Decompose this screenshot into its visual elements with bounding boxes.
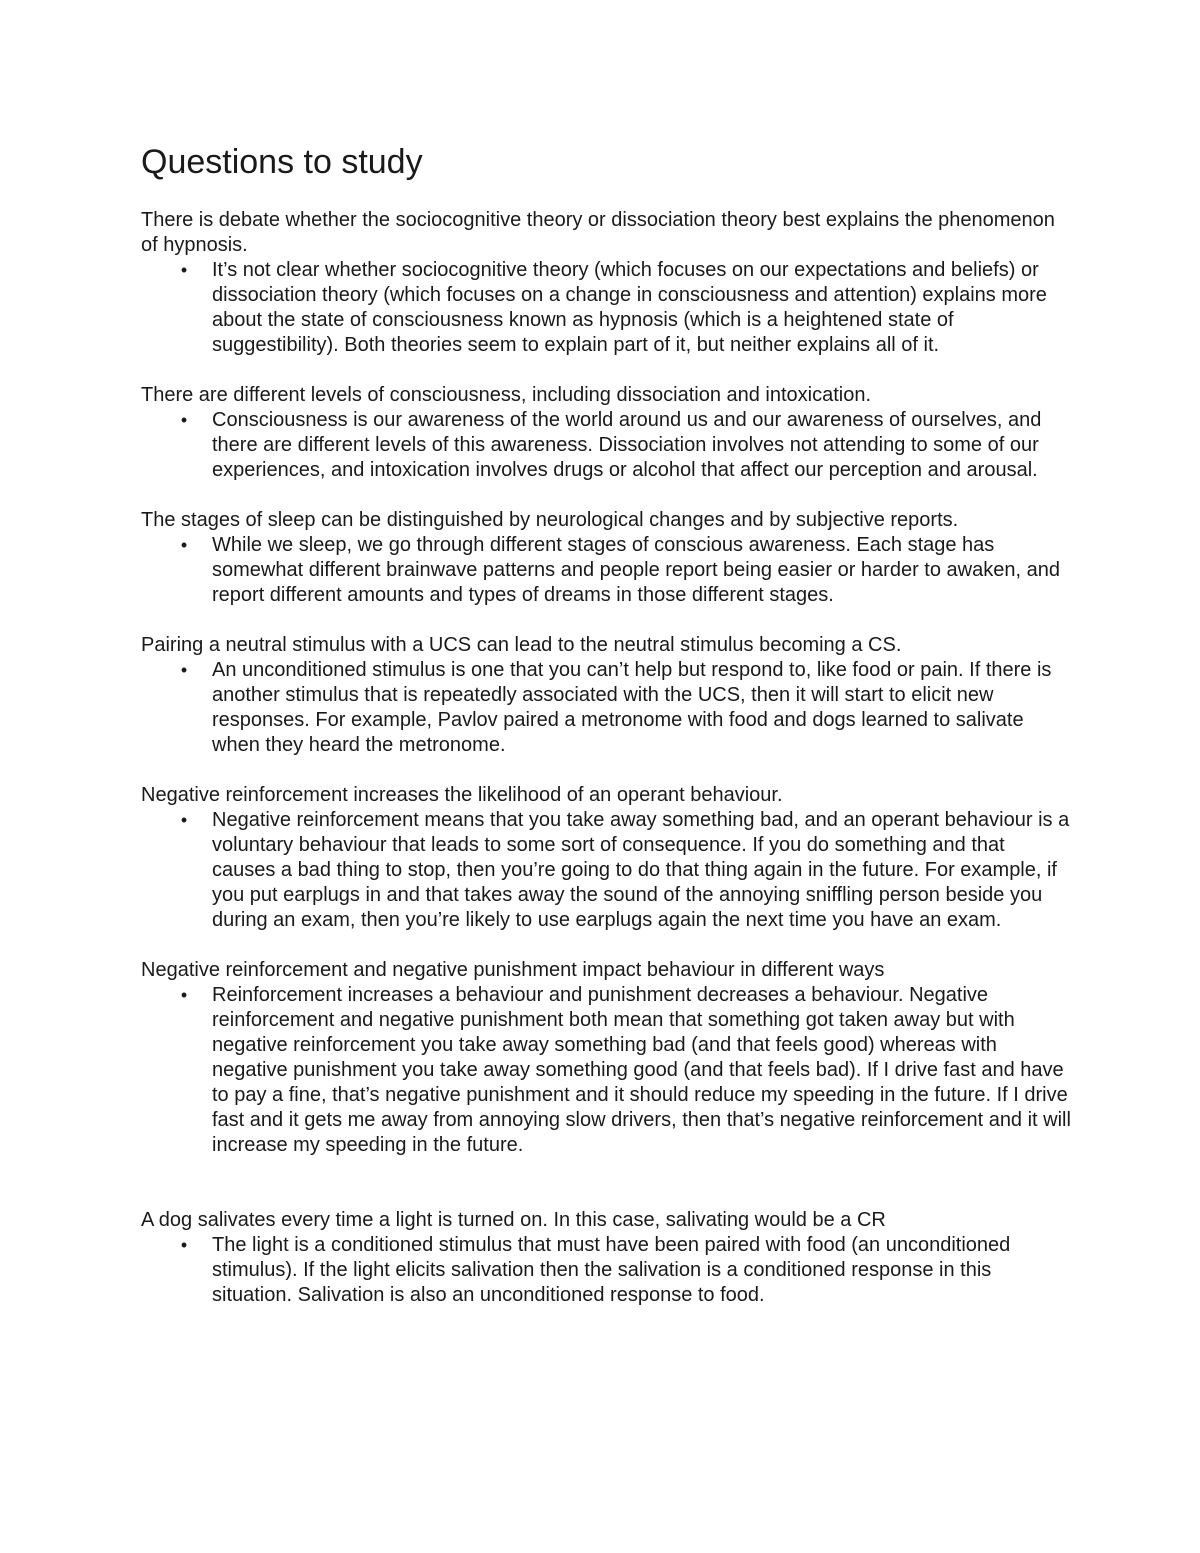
answer-list-item xyxy=(180,658,1071,758)
page-title: Questions to study xyxy=(141,143,423,181)
answer-text: Reinforcement increases a behaviour and punishment decreases a behaviour. Negative reinforcement and negative punishment both mean that something got taken away but with negative reinforcement you take away something bad (and that feels good) whereas with negative punishment you take away something good (and that feels bad). If I drive fast and have to pay a fine, that’s negative punishment and it should reduce my speeding in the future. If I drive fast and it gets me away from annoying slow drivers, then that’s negative reinforcement and it will increase my speeding in the future. xyxy=(212,984,1071,1156)
question-text: Negative reinforcement increases the likelihood of an operant behaviour. xyxy=(141,784,783,806)
answer-list-item xyxy=(180,808,1071,933)
answer-text: It’s not clear whether sociocognitive theory (which focuses on our expectations and beliefs) or dissociation theory (which focuses on a change in consciousness and attention) explains more about the state of consciousness known as hypnosis (which is a heightened state of suggestibility). Both theories seem to explain part of it, but neither explains all of it. xyxy=(212,259,1047,356)
answer-list xyxy=(141,1233,1071,1308)
study-question-section xyxy=(141,383,1071,483)
answer-list-item xyxy=(180,983,1071,1158)
bullet-icon: • xyxy=(180,410,188,430)
question-text: Pairing a neutral stimulus with a UCS can lead to the neutral stimulus becoming a CS. xyxy=(141,634,902,656)
bullet-icon: • xyxy=(180,660,188,680)
answer-list xyxy=(141,408,1071,483)
answer-list xyxy=(141,533,1071,608)
answer-list-item xyxy=(180,533,1071,608)
bullet-icon: • xyxy=(180,1235,188,1255)
study-question-section xyxy=(141,1208,1071,1308)
study-question-section xyxy=(141,633,1071,758)
question-text: A dog salivates every time a light is turned on. In this case, salivating would be a CR xyxy=(141,1209,886,1231)
answer-list xyxy=(141,808,1071,933)
answer-list xyxy=(141,658,1071,758)
study-question-section xyxy=(141,783,1071,933)
question-text: There is debate whether the sociocognitive theory or dissociation theory best explains the phenomenon of hypnosis. xyxy=(141,209,1055,256)
study-question-section xyxy=(141,208,1071,358)
answer-text: Consciousness is our awareness of the world around us and our awareness of ourselves, and there are different levels of this awareness. Dissociation involves not attending to some of our experiences, and intoxication involves drugs or alcohol that affect our perception and arousal. xyxy=(212,409,1042,481)
question-text: Negative reinforcement and negative punishment impact behaviour in different ways xyxy=(141,959,885,981)
answer-text: Negative reinforcement means that you take away something bad, and an operant behaviour is a voluntary behaviour that leads to some sort of consequence. If you do something and that causes a bad thing to stop, then you’re going to do that thing again in the future. For example, if you put earplugs in and that takes away the sound of the annoying sniffling person beside you during an exam, then you’re likely to use earplugs again the next time you have an exam. xyxy=(212,809,1070,931)
bullet-icon: • xyxy=(180,535,188,555)
answer-text: While we sleep, we go through different stages of conscious awareness. Each stage has somewhat different brainwave patterns and people report being easier or harder to awaken, and report different amounts and types of dreams in those different stages. xyxy=(212,534,1060,606)
answer-list xyxy=(141,983,1071,1158)
bullet-icon: • xyxy=(180,985,188,1005)
bullet-icon: • xyxy=(180,260,188,280)
answer-text: An unconditioned stimulus is one that you can’t help but respond to, like food or pain. If there is another stimulus that is repeatedly associated with the UCS, then it will start to elicit new responses. For example, Pavlov paired a metronome with food and dogs learned to salivate when they heard the metronome. xyxy=(212,659,1052,756)
answer-list-item xyxy=(180,258,1071,358)
answer-list-item xyxy=(180,408,1071,483)
answer-list-item xyxy=(180,1233,1071,1308)
answer-list xyxy=(141,258,1071,358)
answer-text: The light is a conditioned stimulus that must have been paired with food (an unconditioned stimulus). If the light elicits salivation then the salivation is a conditioned response in this situation. Salivation is also an unconditioned response to food. xyxy=(212,1234,1011,1306)
question-text: The stages of sleep can be distinguished by neurological changes and by subjective reports. xyxy=(141,509,959,531)
question-text: There are different levels of consciousness, including dissociation and intoxication. xyxy=(141,384,872,406)
study-question-section xyxy=(141,508,1071,608)
document-page xyxy=(141,138,1071,1333)
bullet-icon: • xyxy=(180,810,188,830)
study-question-section xyxy=(141,958,1071,1158)
